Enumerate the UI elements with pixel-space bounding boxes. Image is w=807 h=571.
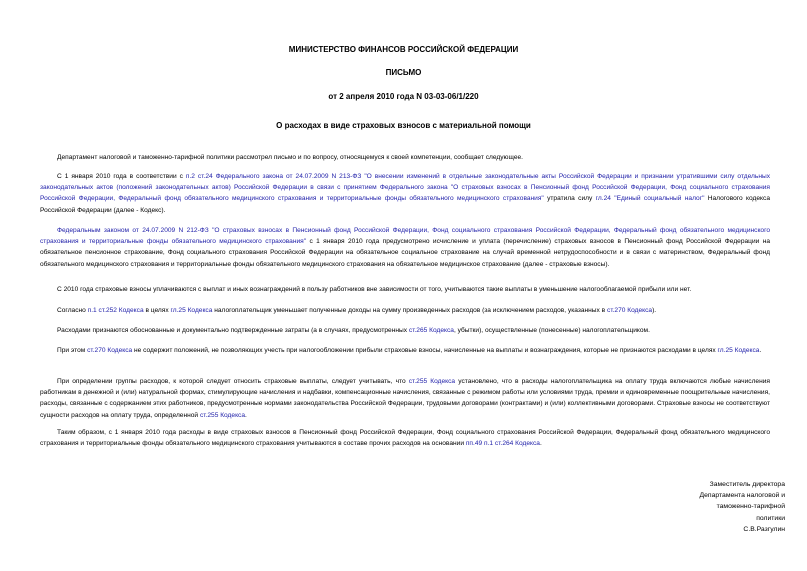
signatory-department: таможенно-тарифной: [716, 503, 785, 511]
signatory-name: С.В.Разгулин: [743, 525, 785, 533]
text-segment: утратила силу: [543, 195, 596, 203]
text-segment: , убытки), осуществленные (понесенные) налогоплательщиком.: [453, 327, 650, 334]
signature-block: [700, 479, 785, 535]
paragraph-5: [40, 305, 770, 316]
article-252-link[interactable]: п.1 ст.252 Кодекса: [87, 307, 144, 314]
paragraph-6: [40, 325, 770, 336]
paragraph-1: Департамент налоговой и таможенно-тарифной политики рассмотрел письмо и по вопросу, относящемуся к своей компетенции, сообщает следующее.: [57, 154, 523, 161]
text-segment: При этом: [57, 347, 88, 354]
signatory-position: Заместитель директора: [709, 481, 785, 488]
paragraph-9: [40, 427, 770, 449]
text-segment: С 1 января 2010 года в соответствии с: [57, 173, 186, 180]
text-segment: .: [245, 411, 247, 419]
text-segment: установлено, что в расходы налогоплательщика на оплату труда включаются любые начисления работникам в денежной и (или) натуральной формах, стимулирующие начисления и надбавки, компенсационные начисления, связанные с режимом работы или условиями труда, премии и единовременные поощрительные начисления, расходы, связанные с содержанием этих работников, предусмотренные нормами законодательства Российской Федерации, трудовыми договорами (контрактами) и (или) коллективными договорами. Страховые взносы не соответствуют сущности расходов на оплату труда, определенной: [40, 378, 770, 419]
ministry-heading: МИНИСТЕРСТВО ФИНАНСОВ РОССИЙСКОЙ ФЕДЕРАЦИИ: [288, 45, 519, 54]
law-212-fz-link[interactable]: Федеральным законом от 24.07.2009 N 212-ФЗ "О страховых взносах в Пенсионный фонд Российской Федерации, Фонд социального страхования Российской Федерации, Федеральный фонд обязательного медицинского страхования и территориальные фонды обязательного медицинского страхования": [40, 227, 770, 246]
document-type: ПИСЬМО: [385, 68, 422, 77]
text-segment: .: [539, 440, 542, 448]
text-segment: При определении группы расходов, к которой следует относить страховые выплаты, следует учитывать, что: [57, 378, 409, 385]
article-255-link[interactable]: ст.255 Кодекса: [199, 411, 245, 419]
paragraph-8: [40, 376, 770, 421]
law-213-fz-link[interactable]: п.2 ст.24 Федерального закона от 24.07.2009 N 213-ФЗ "О внесении изменений в отдельные законодательные акты Российской Федерации и признании утратившими силу отдельных законодательных актов (положений законодательных актов) Российской Федерации в связи с принятием Федерального закона "О страховых взносах в Пенсионный фонд Российской Федерации, Фонд социального страхования Российской Федерации, Федеральный фонд обязательного медицинского страхования и территориальные фонды обязательного медицинского страхования": [40, 173, 770, 203]
text-segment: ).: [652, 307, 657, 314]
text-segment: .: [759, 347, 762, 354]
text-segment: Таким образом, с 1 января 2010 года расходы в виде страховых взносов в Пенсионный фонд Российской Федерации, Фонд социального страхования Российской Федерации, Федеральный фонд обязательного медицинского страхования и территориальные фонды обязательного медицинского страхования учитываются в составе прочих расходов на основании: [40, 429, 770, 448]
signatory-department: Департамента налоговой и: [699, 492, 785, 500]
paragraph-4: С 2010 года страховые взносы уплачиваются с выплат и иных вознаграждений в пользу работников вне зависимости от того, учитываются такие выплаты в уменьшение налогооблагаемой прибыли или нет.: [57, 286, 692, 293]
paragraph-3: [40, 225, 770, 270]
text-segment: Согласно: [57, 307, 88, 314]
article-265-link[interactable]: ст.265 Кодекса: [408, 327, 454, 334]
text-segment: в целях: [143, 307, 171, 314]
paragraph-2: [40, 171, 770, 216]
article-255-link[interactable]: ст.255 Кодекса: [408, 378, 456, 385]
document-title: О расходах в виде страховых взносов с материальной помощи: [276, 121, 531, 130]
text-segment: не содержит положений, не позволяющих учесть при налогообложении прибыли страховые взносы, начисленные на выплаты и вознаграждения, которые не признаются расходами в целях: [132, 347, 718, 354]
signatory-department: политики: [756, 514, 785, 522]
article-264-link[interactable]: пп.49 п.1 ст.264 Кодекса: [465, 440, 540, 448]
chapter-25-link[interactable]: гл.25 Кодекса: [717, 347, 760, 354]
chapter-24-link[interactable]: гл.24 "Единый социальный налог": [595, 195, 705, 203]
text-segment: налогоплательщик уменьшает полученные доходы на сумму произведенных расходов (за исключением расходов, указанных в: [212, 307, 608, 314]
text-segment: Расходами признаются обоснованные и документально подтвержденные затраты (а в случаях, предусмотренных: [57, 327, 409, 334]
text-segment: с 1 января 2010 года предусмотрено исчисление и уплата (перечисление) страховых взносов в Пенсионный фонд Российской Федерации на обязательное пенсионное страхование, Фонд социального страхования Российской Федерации на обязательное социальное страхование на случай временной нетрудоспособности и в связи с материнством, Федеральный фонд обязательного медицинского страхования и территориальные фонды обязательного медицинского страхования на обязательное медицинское страхование (далее - страховые взносы).: [40, 238, 771, 268]
chapter-25-link[interactable]: гл.25 Кодекса: [170, 307, 213, 314]
document-date-number: от 2 апреля 2010 года N 03-03-06/1/220: [328, 92, 479, 101]
text-segment: Налогового кодекса Российской Федерации (далее - Кодекс).: [40, 195, 770, 214]
article-270-link[interactable]: ст.270 Кодекса: [607, 307, 653, 314]
article-270-link[interactable]: ст.270 Кодекса: [87, 347, 133, 354]
paragraph-7: [40, 345, 770, 356]
